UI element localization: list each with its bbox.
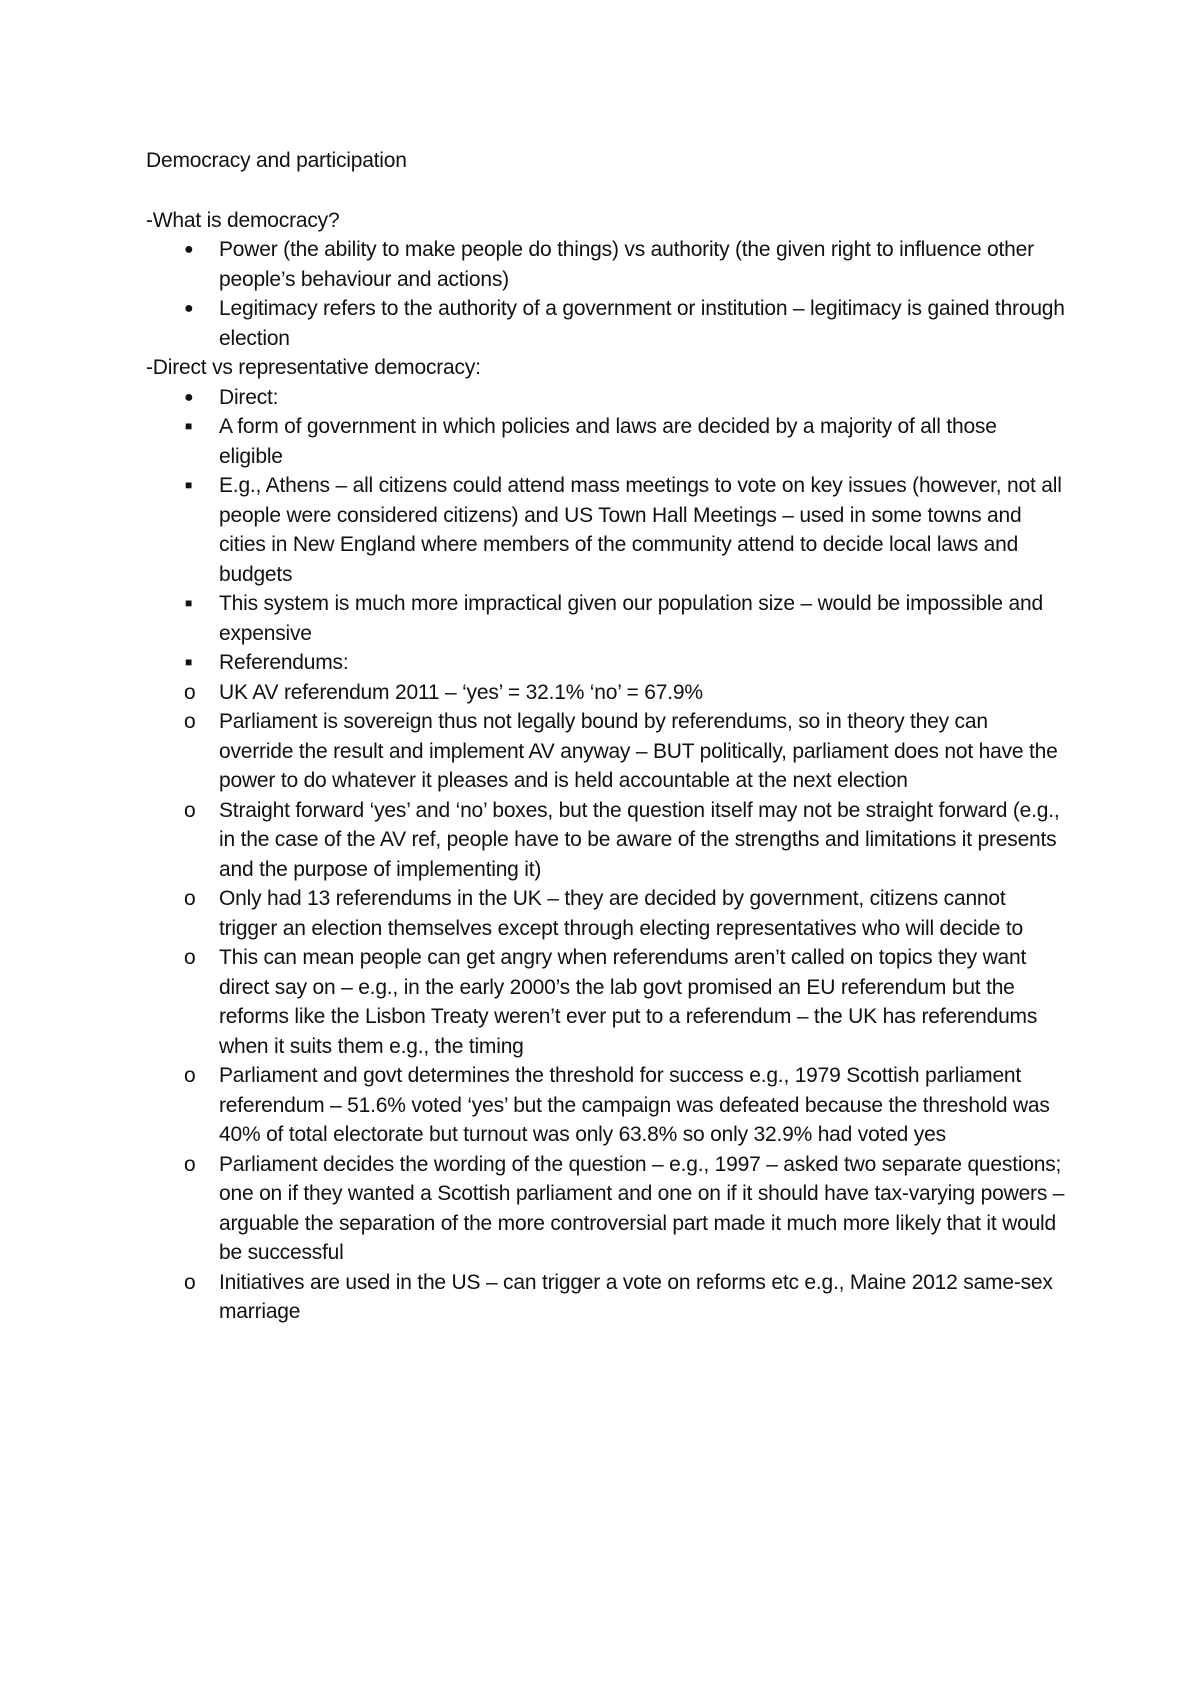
list-item — [0, 1061, 1066, 1150]
list-item-text: Legitimacy refers to the authority of a government or institution – legitimacy is gained through election — [219, 297, 1065, 350]
circle-bullet-marker: o — [184, 946, 196, 969]
list-item-text: Referendums: — [219, 651, 349, 674]
list-item — [146, 235, 1066, 294]
circle-bullet-marker: o — [184, 1270, 196, 1294]
list-item — [146, 294, 1066, 353]
bullet-marker: ● — [184, 300, 194, 317]
list-item-text: Only had 13 referendums in the UK – they are decided by government, citizens cannot trigger an election themselves except through electing representatives who will decide to — [219, 887, 1023, 940]
list-item-text: Parliament is sovereign thus not legally bound by referendums, so in theory they can override the result and implement AV anyway – BUT politically, parliament does not have the power to do whatever it pleases and is held accountable at the next election — [219, 710, 1058, 792]
list-item — [0, 796, 1066, 885]
circle-bullet-marker: o — [184, 1064, 196, 1087]
square-bullet-marker: ■ — [185, 478, 193, 492]
circle-bullet-marker: o — [184, 1152, 196, 1176]
document-body — [146, 146, 1066, 1327]
sub-sub-bullet-list — [0, 678, 1066, 1327]
list-item — [0, 943, 1066, 1061]
list-item-text: A form of government in which policies and laws are decided by a majority of all those eligible — [219, 415, 997, 468]
bullet-list — [146, 235, 1066, 353]
square-bullet-marker: ■ — [185, 419, 193, 433]
circle-bullet-marker: o — [184, 680, 196, 704]
list-item-text: Power (the ability to make people do things) vs authority (the given right to influence other people’s behaviour and actions) — [219, 238, 1034, 291]
list-item-text: UK AV referendum 2011 – ‘yes’ = 32.1% ‘no’ = 67.9% — [219, 680, 703, 704]
list-item — [0, 707, 1066, 796]
circle-bullet-marker: o — [184, 710, 196, 733]
section-heading-direct-vs-representative: -Direct vs representative democracy: — [146, 356, 481, 379]
list-item-text: This can mean people can get angry when referendums aren’t called on topics they want direct say on – e.g., in the early 2000’s the lab govt promised an EU referendum but the reforms like the Lisbon Treaty weren’t ever put to a referendum – the UK has referendums when it suits them e.g., the timing — [219, 946, 1038, 1058]
circle-bullet-marker: o — [184, 798, 196, 822]
list-item-text: This system is much more impractical given our population size – would be impossible and expensive — [219, 592, 1043, 645]
list-item — [0, 1268, 1066, 1327]
list-item — [73, 412, 1066, 471]
list-item — [0, 678, 1066, 708]
document-title: Democracy and participation — [146, 149, 407, 172]
list-item-text: E.g., Athens – all citizens could attend mass meetings to vote on key issues (however, not all people were considered citizens) and US Town Hall Meetings – used in some towns and cities in New England where members of the community attend to decide local laws and budgets — [219, 474, 1062, 586]
circle-bullet-marker: o — [184, 887, 196, 910]
bullet-marker: ● — [184, 388, 194, 406]
list-item — [73, 589, 1066, 648]
list-item — [73, 648, 1066, 678]
list-item-text: Initiatives are used in the US – can trigger a vote on reforms etc e.g., Maine 2012 same-sex marriage — [219, 1270, 1053, 1323]
list-item-text: Parliament and govt determines the threshold for success e.g., 1979 Scottish parliament referendum – 51.6% voted ‘yes’ but the campaign was defeated because the threshold was 40% of total electorate but turnout was only 63.8% so only 32.9% had voted yes — [219, 1064, 1050, 1146]
list-item-text: Parliament decides the wording of the question – e.g., 1997 – asked two separate questions; one on if they wanted a Scottish parliament and one on if it should have tax-varying powers – arguable the separation of the more controversial part made it much more likely that it would be successful — [219, 1152, 1065, 1264]
bullet-list — [146, 383, 1066, 413]
section-heading-what-is-democracy: -What is democracy? — [146, 208, 340, 232]
square-bullet-marker: ■ — [185, 596, 193, 610]
list-item-text: Direct: — [219, 385, 279, 409]
bullet-marker: ● — [184, 241, 194, 258]
list-item-text: Straight forward ‘yes’ and ‘no’ boxes, but the question itself may not be straight forward (e.g., in the case of the AV ref, people have to be aware of the strengths and limitations it presents and the purpose of implementing it) — [219, 798, 1060, 881]
list-item — [146, 383, 1066, 413]
list-item — [0, 884, 1066, 943]
square-bullet-marker: ■ — [185, 655, 193, 669]
list-item — [0, 1150, 1066, 1268]
sub-bullet-list — [73, 412, 1066, 678]
list-item — [73, 471, 1066, 589]
